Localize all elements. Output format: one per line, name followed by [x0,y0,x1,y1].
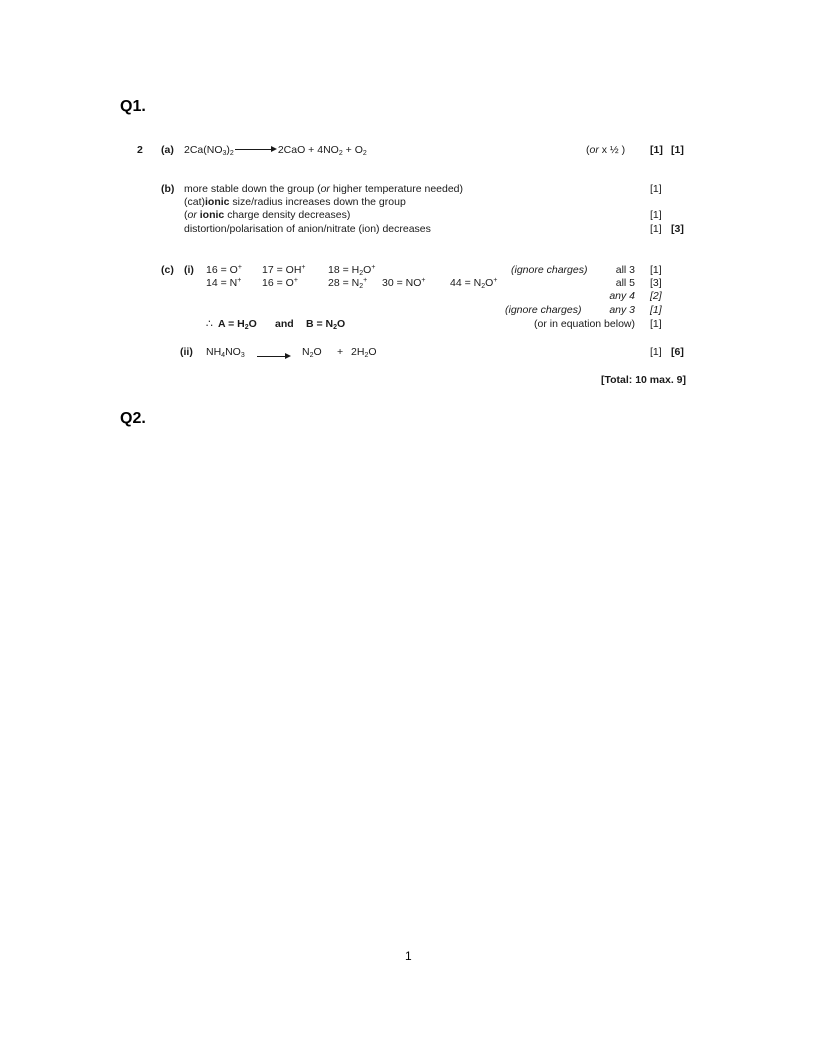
question-number: 2 [137,144,143,156]
reaction-arrow [235,145,277,155]
page-number: 1 [405,949,412,963]
row3-mark: [2] [650,290,662,302]
part-a-total: [1] [671,144,684,156]
ion-18-h2o: $18 = H_2O^+$ [328,264,376,277]
part-a-mark: [1] [650,144,663,156]
part-c-i-label: (i) [184,264,194,276]
part-b-line1: more stable down the group (or higher temperature needed) [184,183,464,195]
ii-plus: + [337,346,344,358]
q2-heading: Q2. [120,410,146,427]
compound-a: $A = H_2O$ [218,318,257,331]
ii-reactant: $NH_4NO_3$ [206,346,245,359]
ii-mark: [1] [650,346,662,358]
part-b-mark1: [1] [650,183,662,195]
therefore-symbol: ∴ [206,318,213,330]
ion-17-oh: 17 = OH+ [262,264,306,276]
part-b-mark3: [1] [650,223,662,235]
q1-heading: Q1. [120,98,146,115]
part-a-label: (a) [161,144,174,156]
ion-16-o-2: 16 = O+ [262,277,298,289]
total-marks: [Total: 10 max. 9] [601,374,686,386]
part-b-mark2: [1] [650,209,662,221]
part-b-line4: distortion/polarisation of anion/nitrate (ion) decreases [184,223,431,235]
ion-44-n2o: $44 = N_2O^+$ [450,277,498,290]
row1-note: (ignore charges) [511,264,588,276]
row4-note: (ignore charges) [505,304,582,316]
ion-28-n2: $28 = N_2^+$ [328,277,368,290]
row3-criterion: any 4 [609,290,635,302]
row5-mark: [1] [650,318,662,330]
part-a-equation: $2Ca(NO_3)_2$ $2CaO + 4NO_2 + O_2$ [184,144,367,157]
row1-criterion: all 3 [615,264,635,276]
part-b-label: (b) [161,183,175,195]
row2-criterion: all 5 [615,277,635,289]
row4-criterion: any 3 [609,304,635,316]
ion-16-o: 16 = O+ [206,264,242,276]
ii-product-h2o: $2H_2O$ [351,346,377,359]
part-c-total: [6] [671,346,684,358]
part-b-line3: (or ionic charge density decreases) [184,209,351,221]
and-text: and [275,318,294,330]
row2-mark: [3] [650,277,662,289]
compound-b: $B = N_2O$ [306,318,346,331]
row4-mark: [1] [650,304,662,316]
part-b-line2: (cat)ionic size/radius increases down the group [184,196,406,208]
row1-mark: [1] [650,264,662,276]
ii-reaction-arrow [257,348,291,366]
part-b-total: [3] [671,223,684,235]
part-a-note: (or x ½ ) [586,144,626,156]
part-c-ii-label: (ii) [180,346,193,358]
ion-30-no: 30 = NO+ [382,277,426,289]
ii-product-n2o: $N_2O$ [302,346,322,359]
row5-note: (or in equation below) [534,318,635,330]
ion-14-n: 14 = N+ [206,277,242,289]
part-c-label: (c) [161,264,174,276]
